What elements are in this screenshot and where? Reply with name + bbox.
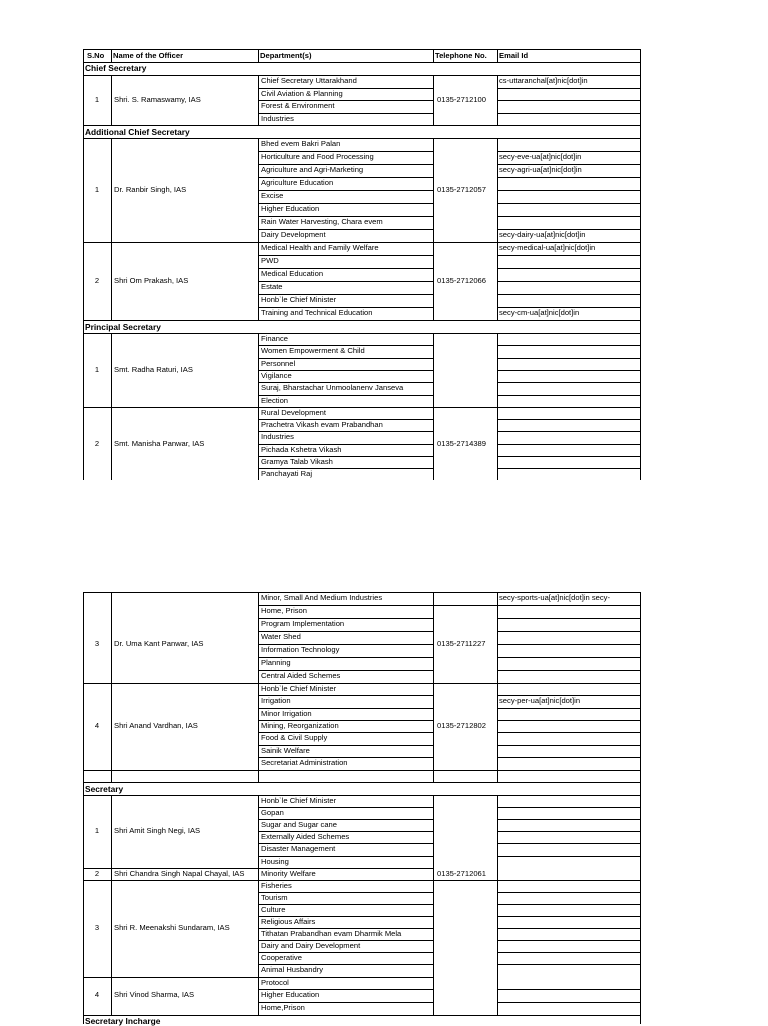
department-cell: Gopan <box>261 808 284 818</box>
email-cell: secy-cm-ua[at]nic[dot]in <box>499 308 580 317</box>
table-rule <box>258 281 434 282</box>
table-rule <box>497 989 641 990</box>
department-cell: Agriculture and Agri-Marketing <box>261 165 364 174</box>
table-rule <box>258 807 434 808</box>
table-rule <box>258 592 259 783</box>
email-cell: secy-sports-ua[at]nic[dot]in secy- <box>499 593 610 602</box>
table-rule <box>497 456 641 457</box>
serial-number: 1 <box>94 95 100 104</box>
table-rule <box>83 782 641 783</box>
table-rule <box>497 916 641 917</box>
department-cell: Dairy and Dairy Development <box>261 941 361 951</box>
officer-name: Shri Anand Vardhan, IAS <box>114 721 198 731</box>
table-rule <box>83 125 641 126</box>
officer-name: Shri Om Prakash, IAS <box>114 276 189 285</box>
department-cell: Central Aided Schemes <box>261 670 341 680</box>
email-cell: secy-agri-ua[at]nic[dot]in <box>499 165 582 174</box>
section-chief-secretary: Chief Secretary <box>85 63 147 73</box>
department-cell: Civil Aviation & Planning <box>261 88 343 98</box>
department-cell: Chief Secretary Uttarakhand <box>261 76 357 85</box>
department-cell: Irrigation <box>261 696 291 706</box>
table-rule <box>497 631 641 632</box>
serial-number: 2 <box>94 276 100 285</box>
telephone-number: 0135-2714389 <box>437 438 486 448</box>
table-rule <box>83 62 641 63</box>
department-cell: Suraj, Bharstachar Unmoolanenv Janseva <box>261 383 404 393</box>
department-cell: Externally Aided Schemes <box>261 832 350 842</box>
table-rule <box>497 892 641 893</box>
table-rule <box>497 216 641 217</box>
department-cell: Horticulture and Food Processing <box>261 152 374 161</box>
department-cell: Medical Health and Family Welfare <box>261 243 379 252</box>
header-name: Name of the Officer <box>113 51 184 60</box>
table-rule <box>111 75 112 125</box>
table-rule <box>497 444 641 445</box>
department-cell: Planning <box>261 657 291 667</box>
department-cell: Secretariat Administration <box>261 757 348 767</box>
table-rule <box>497 831 641 832</box>
table-rule <box>497 468 641 469</box>
telephone-number: 0135-2712061 <box>437 868 486 878</box>
department-cell: Mining, Reorganization <box>261 720 339 730</box>
officer-name: Dr. Ranbir Singh, IAS <box>114 185 187 194</box>
section-principal-secretary: Principal Secretary <box>85 322 161 332</box>
officer-name: Shri R. Meenakshi Sundaram, IAS <box>114 923 230 933</box>
department-cell: Prachetra Vikash evam Prabandhan <box>261 420 383 430</box>
table-rule <box>83 795 641 796</box>
serial-number: 1 <box>94 826 100 836</box>
officer-name: Smt. Manisha Panwar, IAS <box>114 438 205 448</box>
table-rule <box>433 49 434 62</box>
department-cell: Tourism <box>261 892 288 902</box>
table-rule <box>433 795 434 1016</box>
department-cell: Training and Technical Education <box>261 308 373 317</box>
department-cell: Honb`le Chief Minister <box>261 295 337 304</box>
officer-name: Shri Vinod Sharma, IAS <box>114 990 195 1000</box>
table-rule <box>258 795 259 1016</box>
department-cell: Minor, Small And Medium Industries <box>261 593 383 602</box>
table-rule <box>497 370 641 371</box>
telephone-number: 0135-2711227 <box>437 638 486 648</box>
table-rule <box>83 333 641 334</box>
department-cell: Disaster Management <box>261 844 336 854</box>
table-rule <box>111 795 112 1016</box>
department-cell: Higher Education <box>261 204 320 213</box>
serial-number: 4 <box>94 990 100 1000</box>
section-secretary-incharge: Secretary Incharge <box>85 1016 161 1026</box>
table-rule <box>497 203 641 204</box>
table-rule <box>111 49 112 62</box>
department-cell: Sainik Welfare <box>261 745 310 755</box>
serial-number: 3 <box>94 923 100 933</box>
table-rule <box>640 49 641 480</box>
table-rule <box>497 592 498 783</box>
officer-name: Shri. S. Ramaswamy, IAS <box>114 95 201 104</box>
officer-name: Shri Amit Singh Negi, IAS <box>114 826 201 836</box>
department-cell: Protocol <box>261 977 289 987</box>
table-rule <box>111 242 112 320</box>
department-cell: Program Implementation <box>261 618 345 628</box>
header-department: Department(s) <box>260 51 312 60</box>
table-rule <box>497 952 641 953</box>
table-rule <box>83 320 641 321</box>
section-secretary: Secretary <box>85 784 124 794</box>
serial-number: 1 <box>94 185 100 194</box>
serial-number: 4 <box>94 721 100 731</box>
department-cell: Food & Civil Supply <box>261 733 328 743</box>
table-rule <box>83 880 641 881</box>
table-rule <box>497 358 641 359</box>
department-cell: Medical Education <box>261 269 324 278</box>
email-cell: cs-uttaranchal[at]nic[dot]in <box>499 76 588 85</box>
table-rule <box>111 592 112 783</box>
officer-name: Dr. Uma Kant Panwar, IAS <box>114 638 204 648</box>
serial-number: 1 <box>94 364 100 374</box>
header-telephone: Telephone No. <box>435 51 487 60</box>
table-rule <box>83 683 641 684</box>
table-rule <box>83 592 84 1024</box>
table-rule <box>497 88 641 89</box>
table-rule <box>497 100 641 101</box>
table-rule <box>111 333 112 407</box>
department-cell: Personnel <box>261 358 296 368</box>
department-cell: Cooperative <box>261 953 302 963</box>
table-rule <box>497 904 641 905</box>
department-cell: Honb`le Chief Minister <box>261 796 337 805</box>
department-cell: Animal Husbandry <box>261 965 324 975</box>
department-cell: Dairy Development <box>261 230 326 239</box>
email-cell: secy-eve-ua[at]nic[dot]in <box>499 152 582 161</box>
department-cell: Bhed evem Bakri Palan <box>261 139 341 148</box>
department-cell: Agriculture Education <box>261 178 334 187</box>
table-rule <box>497 49 498 62</box>
email-cell: secy-per-ua[at]nic[dot]in <box>499 696 581 706</box>
table-rule <box>497 807 641 808</box>
table-rule <box>258 605 641 606</box>
department-cell: Fisheries <box>261 880 292 890</box>
section-additional-chief-secretary: Additional Chief Secretary <box>85 127 190 137</box>
table-rule <box>83 977 434 978</box>
telephone-number: 0135-2712100 <box>437 95 486 104</box>
table-rule <box>497 795 498 1016</box>
table-rule <box>497 395 641 396</box>
department-cell: Finance <box>261 334 289 343</box>
table-rule <box>497 670 641 671</box>
table-rule <box>497 843 641 844</box>
table-rule <box>111 138 112 242</box>
department-cell: Gramya Talab Vikash <box>261 457 333 466</box>
department-cell: Rural Development <box>261 407 326 417</box>
table-rule <box>497 177 641 178</box>
table-rule <box>497 190 641 191</box>
table-rule <box>497 720 641 721</box>
table-rule <box>433 592 434 783</box>
table-rule <box>83 49 641 50</box>
table-rule <box>497 113 641 114</box>
table-rule <box>497 618 641 619</box>
department-cell: Estate <box>261 282 283 291</box>
table-rule <box>111 407 112 480</box>
department-cell: Home,Prison <box>261 1002 305 1012</box>
table-rule <box>497 819 641 820</box>
table-rule <box>497 657 641 658</box>
table-rule <box>497 382 641 383</box>
department-cell: Excise <box>261 191 284 200</box>
department-cell: PWD <box>261 256 279 265</box>
header-sno: S.No <box>87 51 105 60</box>
table-rule <box>497 419 641 420</box>
department-cell: Pichada Kshetra Vikash <box>261 444 342 454</box>
department-cell: Honb`le Chief Minister <box>261 684 337 693</box>
table-rule <box>497 856 641 857</box>
department-cell: Housing <box>261 856 289 866</box>
header-email: Email Id <box>499 51 529 60</box>
table-rule <box>83 407 641 408</box>
email-cell: secy-dairy-ua[at]nic[dot]in <box>499 230 586 239</box>
table-rule <box>258 255 434 256</box>
telephone-number: 0135-2712066 <box>437 276 486 285</box>
table-rule <box>497 345 641 346</box>
department-cell: Culture <box>261 904 286 914</box>
table-rule <box>497 745 641 746</box>
department-cell: Information Technology <box>261 644 340 654</box>
table-rule <box>258 190 434 191</box>
officer-name: Smt. Radha Raturi, IAS <box>114 364 193 374</box>
department-cell: Vigilance <box>261 370 292 380</box>
table-rule <box>497 268 641 269</box>
table-rule <box>497 294 641 295</box>
department-cell: Women Empowerment & Child <box>261 346 365 356</box>
table-rule <box>497 281 641 282</box>
table-rule <box>83 138 641 139</box>
table-rule <box>497 1002 641 1003</box>
department-cell: Election <box>261 395 289 405</box>
table-rule <box>497 928 641 929</box>
table-rule <box>258 49 259 62</box>
telephone-number: 0135-2712057 <box>437 185 486 194</box>
department-cell: Religious Affairs <box>261 917 316 926</box>
table-rule <box>83 1015 641 1016</box>
department-cell: Minor Irrigation <box>261 708 312 718</box>
department-cell: Forest & Environment <box>261 101 335 110</box>
table-rule <box>83 49 84 480</box>
department-cell: Industries <box>261 113 294 123</box>
table-rule <box>497 708 641 709</box>
email-cell: secy-medical-ua[at]nic[dot]in <box>499 243 596 252</box>
table-rule <box>497 964 641 965</box>
department-cell: Higher Education <box>261 990 320 1000</box>
department-cell: Water Shed <box>261 631 301 641</box>
department-cell: Tithatan Prabandhan evam Dharmik Mela <box>261 929 402 939</box>
telephone-number: 0135-2712802 <box>437 721 486 731</box>
department-cell: Home, Prison <box>261 606 308 615</box>
department-cell: Sugar and Sugar cane <box>261 820 337 830</box>
table-rule <box>497 732 641 733</box>
table-rule <box>497 940 641 941</box>
serial-number: 2 <box>94 868 100 878</box>
serial-number: 3 <box>94 638 100 648</box>
department-cell: Minority Welfare <box>261 868 316 878</box>
table-rule <box>497 644 641 645</box>
officer-name: Shri Chandra Singh Napal Chayal, IAS <box>114 868 245 878</box>
table-rule <box>83 770 641 771</box>
department-cell: Rain Water Harvesting, Chara evem <box>261 217 383 226</box>
table-rule <box>497 431 641 432</box>
table-rule <box>497 255 641 256</box>
department-cell: Panchayati Raj <box>261 469 313 479</box>
serial-number: 2 <box>94 438 100 448</box>
department-cell: Industries <box>261 432 294 442</box>
table-rule <box>497 757 641 758</box>
